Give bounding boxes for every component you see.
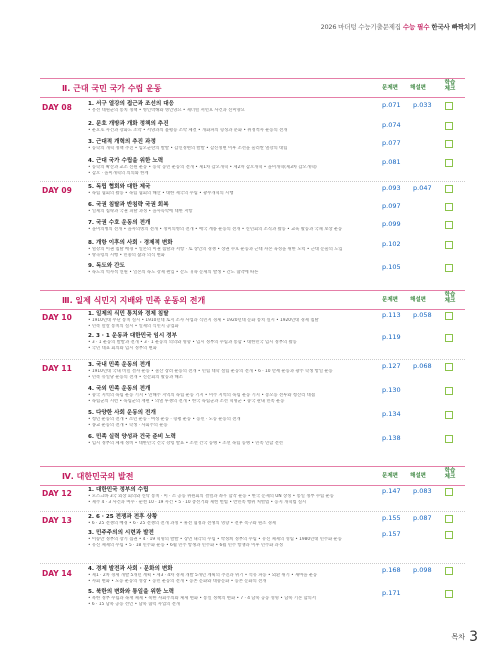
- study-checkbox[interactable]: [445, 590, 453, 598]
- entry-subtopics: • 국민 대표 회의와 임시 정부의 변화: [88, 346, 157, 351]
- section-title: Ⅳ. 대한민국의 발전: [62, 472, 134, 481]
- problem-page: p.099: [382, 220, 401, 228]
- entry-subtopics: • 운요호 사건과 강화도 조약 • 서양과의 불평등 조약 체결 • 개화파의 형성과 분화 • 위정척사 운동의 전개: [88, 128, 288, 133]
- problem-page: p.147: [382, 487, 401, 495]
- day-label: DAY 08: [42, 103, 72, 112]
- entry-subtopics: • 민족 유일당 운동의 전개 • 신간회의 활동과 해소: [88, 375, 183, 380]
- entry-subtopics: • 유신 체제의 수립 • 5 · 18 민주화 운동 • 6월 민주 항쟁과 민주화 • 6월 민주 항쟁과 이후 민주화 과정: [88, 543, 283, 548]
- problem-page: p.171: [382, 589, 401, 597]
- section-header-3: [40, 290, 465, 310]
- entry-subtopics: • 6 · 15 남북 공동 선언 • 남북 협력 사업의 전개: [88, 602, 180, 607]
- toc-entry: [88, 101, 368, 114]
- entry-title: 3. 국내 민족 운동의 전개: [88, 362, 151, 368]
- study-checkbox[interactable]: [445, 515, 453, 523]
- running-header: [321, 22, 476, 31]
- study-checkbox[interactable]: [445, 185, 453, 193]
- column-problems: 문제편: [382, 473, 398, 479]
- entry-subtopics: • 동학의 개혁 정책 추진 • 임오군란의 발발 • 갑신정변의 발발 • 갑신정변 이후 조선을 둘러싼 열강의 대립: [88, 146, 288, 151]
- entry-subtopics: • 제주 4 · 3 사건과 여수 · 순천 10 · 19 사건 • 5 · 10 총선거와 제헌 헌법 • 반민족 행위 처벌법 • 농지 개혁법 실시: [88, 500, 307, 505]
- study-checkbox[interactable]: [445, 159, 453, 167]
- entry-title: 2. 문호 개방과 개화 정책의 추진: [88, 121, 169, 127]
- toc-entry: [88, 139, 368, 152]
- toc-entry: [88, 410, 368, 429]
- section-title: Ⅱ. 근대 국민 국가 수립 운동: [62, 84, 162, 93]
- toc-entry: [88, 184, 368, 197]
- study-checkbox[interactable]: [445, 140, 453, 148]
- page-footer: [452, 629, 478, 645]
- study-checkbox[interactable]: [445, 122, 453, 130]
- study-checkbox[interactable]: [445, 488, 453, 496]
- toc-entry: [88, 158, 368, 177]
- column-answers: 해설편: [410, 297, 426, 303]
- entry-title: 5. 독립 협회와 대한 제국: [88, 184, 151, 190]
- toc-entry: [88, 202, 368, 215]
- study-checkbox[interactable]: [445, 334, 453, 342]
- study-checkbox[interactable]: [445, 411, 453, 419]
- study-checkbox[interactable]: [445, 203, 453, 211]
- toc-entry: [88, 362, 368, 381]
- toc-entry: [88, 121, 368, 134]
- section-title: Ⅲ. 일제 식민지 지배와 민족 운동의 전개: [62, 296, 206, 305]
- entry-subtopics: • 독립 협회의 활동 • 독립 협회의 해산 • 대한 제국의 수립 • 광무개혁의 시행: [88, 191, 234, 196]
- toc-entry: [88, 487, 368, 506]
- day-label: DAY 12: [42, 489, 72, 498]
- column-problems: 문제편: [382, 297, 398, 303]
- entry-subtopics: • 을미의병의 전개 • 을사의병의 전개 • 정미의병의 전개 • 애국 계몽 운동의 전개 • 신민회의 조직과 활동 • 교육 활동과 국채 보상 운동: [88, 227, 343, 232]
- problem-page: p.093: [382, 184, 401, 192]
- problem-page: p.155: [382, 514, 401, 522]
- section-header-4: [40, 466, 465, 486]
- problem-page: p.097: [382, 202, 401, 210]
- study-checkbox[interactable]: [445, 221, 453, 229]
- day-label: DAY 09: [42, 186, 72, 195]
- entry-subtopics: • 1910년대 무단 통치 실시 • 1910년대 토지 조사 사업과 식민지 경제 • 1920년대 문화 통치 실시 • 1920년대 경제 침탈: [88, 318, 319, 323]
- entry-subtopics: • 청년 운동의 전개 • 소년 운동 · 여성 운동 · 형평 운동 • 농민 · 노동 운동의 전개: [88, 417, 241, 422]
- toc-entry: [88, 333, 368, 352]
- problem-page: p.168: [382, 566, 401, 574]
- study-checkbox[interactable]: [445, 363, 453, 371]
- entry-subtopics: • 사회 변화 • 노동 운동의 성장 • 농민 운동의 전개 • 농촌 문화와 대중문화 • 농촌 문화의 전개: [88, 579, 267, 584]
- entry-title: 7. 국권 수호 운동의 전개: [88, 220, 151, 226]
- entry-title: 2. 6 · 25 전쟁과 전후 상황: [88, 514, 158, 520]
- entry-subtopics: • 이승만 정부의 장기 집권 • 4 · 19 혁명의 발발 • 장면 내각의 수립 • 박정희 정부의 수립 • 유신 체제의 성립 • 1980년대 민주화 운동: [88, 537, 342, 542]
- entry-title: 1. 대한민국 정부의 수립: [88, 487, 149, 493]
- answer-page: p.098: [413, 566, 432, 574]
- toc-entry: [88, 530, 368, 549]
- section-header-2: [40, 78, 465, 98]
- toc-entry: [88, 311, 368, 330]
- entry-subtopics: • 열강의 이권 침탈 배경 • 일본의 이권 침탈과 저항 · 토 상인의 경쟁 • 상권 수호 운동과 근대 자본 육성을 위한 노력 • 근대 문물의 도입: [88, 247, 343, 252]
- toc-entry: [88, 220, 368, 233]
- column-answers: 해설편: [410, 85, 426, 91]
- entry-subtopics: • 3 · 1 운동의 발발과 전개 • 3 · 1 운동의 의의와 영향 • 임시 정부의 수립과 통합 • 대한민국 임시 정부의 활동: [88, 340, 297, 345]
- study-checkbox[interactable]: [445, 312, 453, 320]
- study-checkbox[interactable]: [445, 241, 453, 249]
- entry-subtopics: • 모스크바 3국 외상 회의와 신탁 통치 · 미 · 소 공동 위원회의 결렬과 좌우 합작 운동 • 한국 문제의 UN 상정 • 통일 정부 수립 운동: [88, 494, 334, 499]
- toc-entry: [88, 514, 368, 527]
- header-title: 한국사 빠짝치기: [431, 23, 476, 31]
- header-subject: 수능 필수: [402, 23, 430, 31]
- column-check: 학습 체크: [444, 80, 456, 92]
- day-label: DAY 10: [42, 313, 72, 322]
- toc-entry: [88, 589, 368, 608]
- page-number: 3: [469, 629, 478, 645]
- entry-title: 2. 3 · 1 운동과 대한민국 임시 정부: [88, 333, 177, 339]
- answer-page: p.083: [413, 487, 432, 495]
- day-label: DAY 13: [42, 516, 72, 525]
- entry-subtopics: • 독도의 역사적 연원 • 일본의 독도 강제 편입 • 간도 귀속 문제의 발생 • 간도 협약에 따른: [88, 270, 259, 275]
- problem-page: p.077: [382, 139, 401, 147]
- answer-page: p.068: [413, 362, 432, 370]
- column-answers: 해설편: [410, 473, 426, 479]
- problem-page: p.134: [382, 410, 401, 418]
- problem-page: p.102: [382, 240, 401, 248]
- problem-page: p.119: [382, 333, 401, 341]
- header-series: 2026 마더텅 수능기출문제집: [320, 23, 401, 31]
- entry-title: 9. 독도와 간도: [88, 263, 125, 269]
- answer-page: p.047: [413, 184, 432, 192]
- column-check: 학습 체크: [444, 292, 456, 304]
- study-checkbox[interactable]: [445, 435, 453, 443]
- entry-title: 4. 근대 국가 수립을 위한 노력: [88, 158, 164, 164]
- entry-title: 3. 민주주의의 시련과 발전: [88, 530, 154, 536]
- study-checkbox[interactable]: [445, 264, 453, 272]
- entry-subtopics: • 동학의 확산과 교조 신원 운동 • 동학 농민 운동의 전개 • 제1차 갑오개혁 • 제2차 갑오개혁 • 을미개혁(제3차 갑오개혁): [88, 165, 317, 170]
- problem-page: p.130: [382, 386, 401, 394]
- problem-page: p.071: [382, 101, 401, 109]
- problem-page: p.105: [382, 263, 401, 271]
- entry-subtopics: • 민족 말살 통치의 실시 • 일제의 식민지 공업화: [88, 324, 179, 329]
- entry-subtopics: • 북한 정부 수립과 독재 체제 • 북한 사회주의와 체제 변화 • 통일 정책의 변화 • 7 · 4 남북 공동 성명 • 남북 기본 합의서: [88, 596, 316, 601]
- entry-subtopics: • 제1 · 2차 경제 개발 5개년 계획 • 제3 · 4차 경제 개발 5개년 계획의 추진과 위기 • 석유 파동 • 외환 위기 • 새마을 운동: [88, 573, 318, 578]
- entry-subtopics: • 중국 지역의 독립 운동 기지 • 연해주 지역의 독립 운동 기지 • 미주 지역의 독립 운동 기지 • 봉오동 전투와 청산리 대첩: [88, 393, 315, 398]
- entry-title: 5. 북한의 변화와 통일을 위한 노력: [88, 589, 175, 595]
- footer-label: 목차: [451, 633, 466, 641]
- study-checkbox[interactable]: [445, 531, 453, 539]
- entry-subtopics: • 임시 정부의 체제 정비 • 대한민국 건국 강령 발표 • 조선 건국 동맹 • 조선 독립 동맹 • 민족 연합 전선: [88, 441, 283, 446]
- entry-title: 1. 서구 열강의 접근과 조선의 대응: [88, 101, 175, 107]
- day-label: DAY 11: [42, 364, 72, 373]
- answer-page: p.087: [413, 514, 432, 522]
- answer-page: p.033: [413, 101, 432, 109]
- toc-entry: [88, 434, 368, 447]
- problem-page: p.113: [382, 311, 401, 319]
- entry-subtopics: • 1910년대 국내 비밀 결사 운동 • 물산 장려 운동의 전개 • 민립 대학 설립 운동의 전개 • 6 · 10 만세 운동과 광주 학생 항일 운동: [88, 369, 333, 374]
- toc-entry: [88, 386, 368, 405]
- entry-subtopics: • 독립군의 시련 • 독립군의 재편 • 의열 투쟁의 전개 • 한국 독립군과 조선 혁명군 • 중국 관내 민족 운동: [88, 399, 285, 404]
- entry-subtopics: • 갑오 · 을미개혁의 의의와 한계: [88, 171, 149, 176]
- study-checkbox[interactable]: [445, 567, 453, 575]
- toc-entry: [88, 566, 368, 585]
- entry-subtopics: • 종교 운동의 전개 • 학생 · 사회주의 운동: [88, 423, 168, 428]
- entry-title: 3. 근대적 개혁의 추진 과정: [88, 139, 156, 145]
- answer-page: p.058: [413, 311, 432, 319]
- entry-title: 6. 국권 침탈과 반침략 국권 회복: [88, 202, 169, 208]
- study-checkbox[interactable]: [445, 102, 453, 110]
- entry-title: 4. 경제 발전과 사회 · 문화의 변화: [88, 566, 173, 572]
- column-check: 학습 체크: [444, 468, 456, 480]
- problem-page: p.138: [382, 434, 401, 442]
- toc-entry: [88, 240, 368, 259]
- entry-subtopics: • 일제의 침략과 국권 피탈 과정 • 을사늑약에 대한 저항: [88, 209, 193, 214]
- entry-title: 6. 민족 실력 양성과 건국 준비 노력: [88, 434, 176, 440]
- study-checkbox[interactable]: [445, 387, 453, 395]
- problem-page: p.081: [382, 158, 401, 166]
- entry-subtopics: • 흥선 대원군의 통치 정책 • 병인박해와 병인양요 • 제너럴 셔먼호 사건과 신미양요: [88, 108, 245, 113]
- entry-title: 1. 일제의 식민 통치와 경제 침탈: [88, 311, 169, 317]
- column-problems: 문제편: [382, 85, 398, 91]
- problem-page: p.157: [382, 530, 401, 538]
- problem-page: p.074: [382, 121, 401, 129]
- toc-entry: [88, 263, 368, 276]
- entry-subtopics: • 방곡령의 시행 • 민중의 삶과 의식 변화: [88, 253, 165, 258]
- entry-title: 8. 개항 이후의 사회 · 경제적 변화: [88, 240, 173, 246]
- entry-subtopics: • 6 · 25 전쟁의 배경 • 6 · 25 전쟁의 전개 과정 • 휴전 협정과 전쟁의 영향 • 전후 복구와 원조 경제: [88, 521, 276, 526]
- day-label: DAY 14: [42, 569, 72, 578]
- entry-title: 4. 국외 민족 운동의 전개: [88, 386, 151, 392]
- entry-title: 5. 다양한 사회 운동의 전개: [88, 410, 156, 416]
- problem-page: p.127: [382, 362, 401, 370]
